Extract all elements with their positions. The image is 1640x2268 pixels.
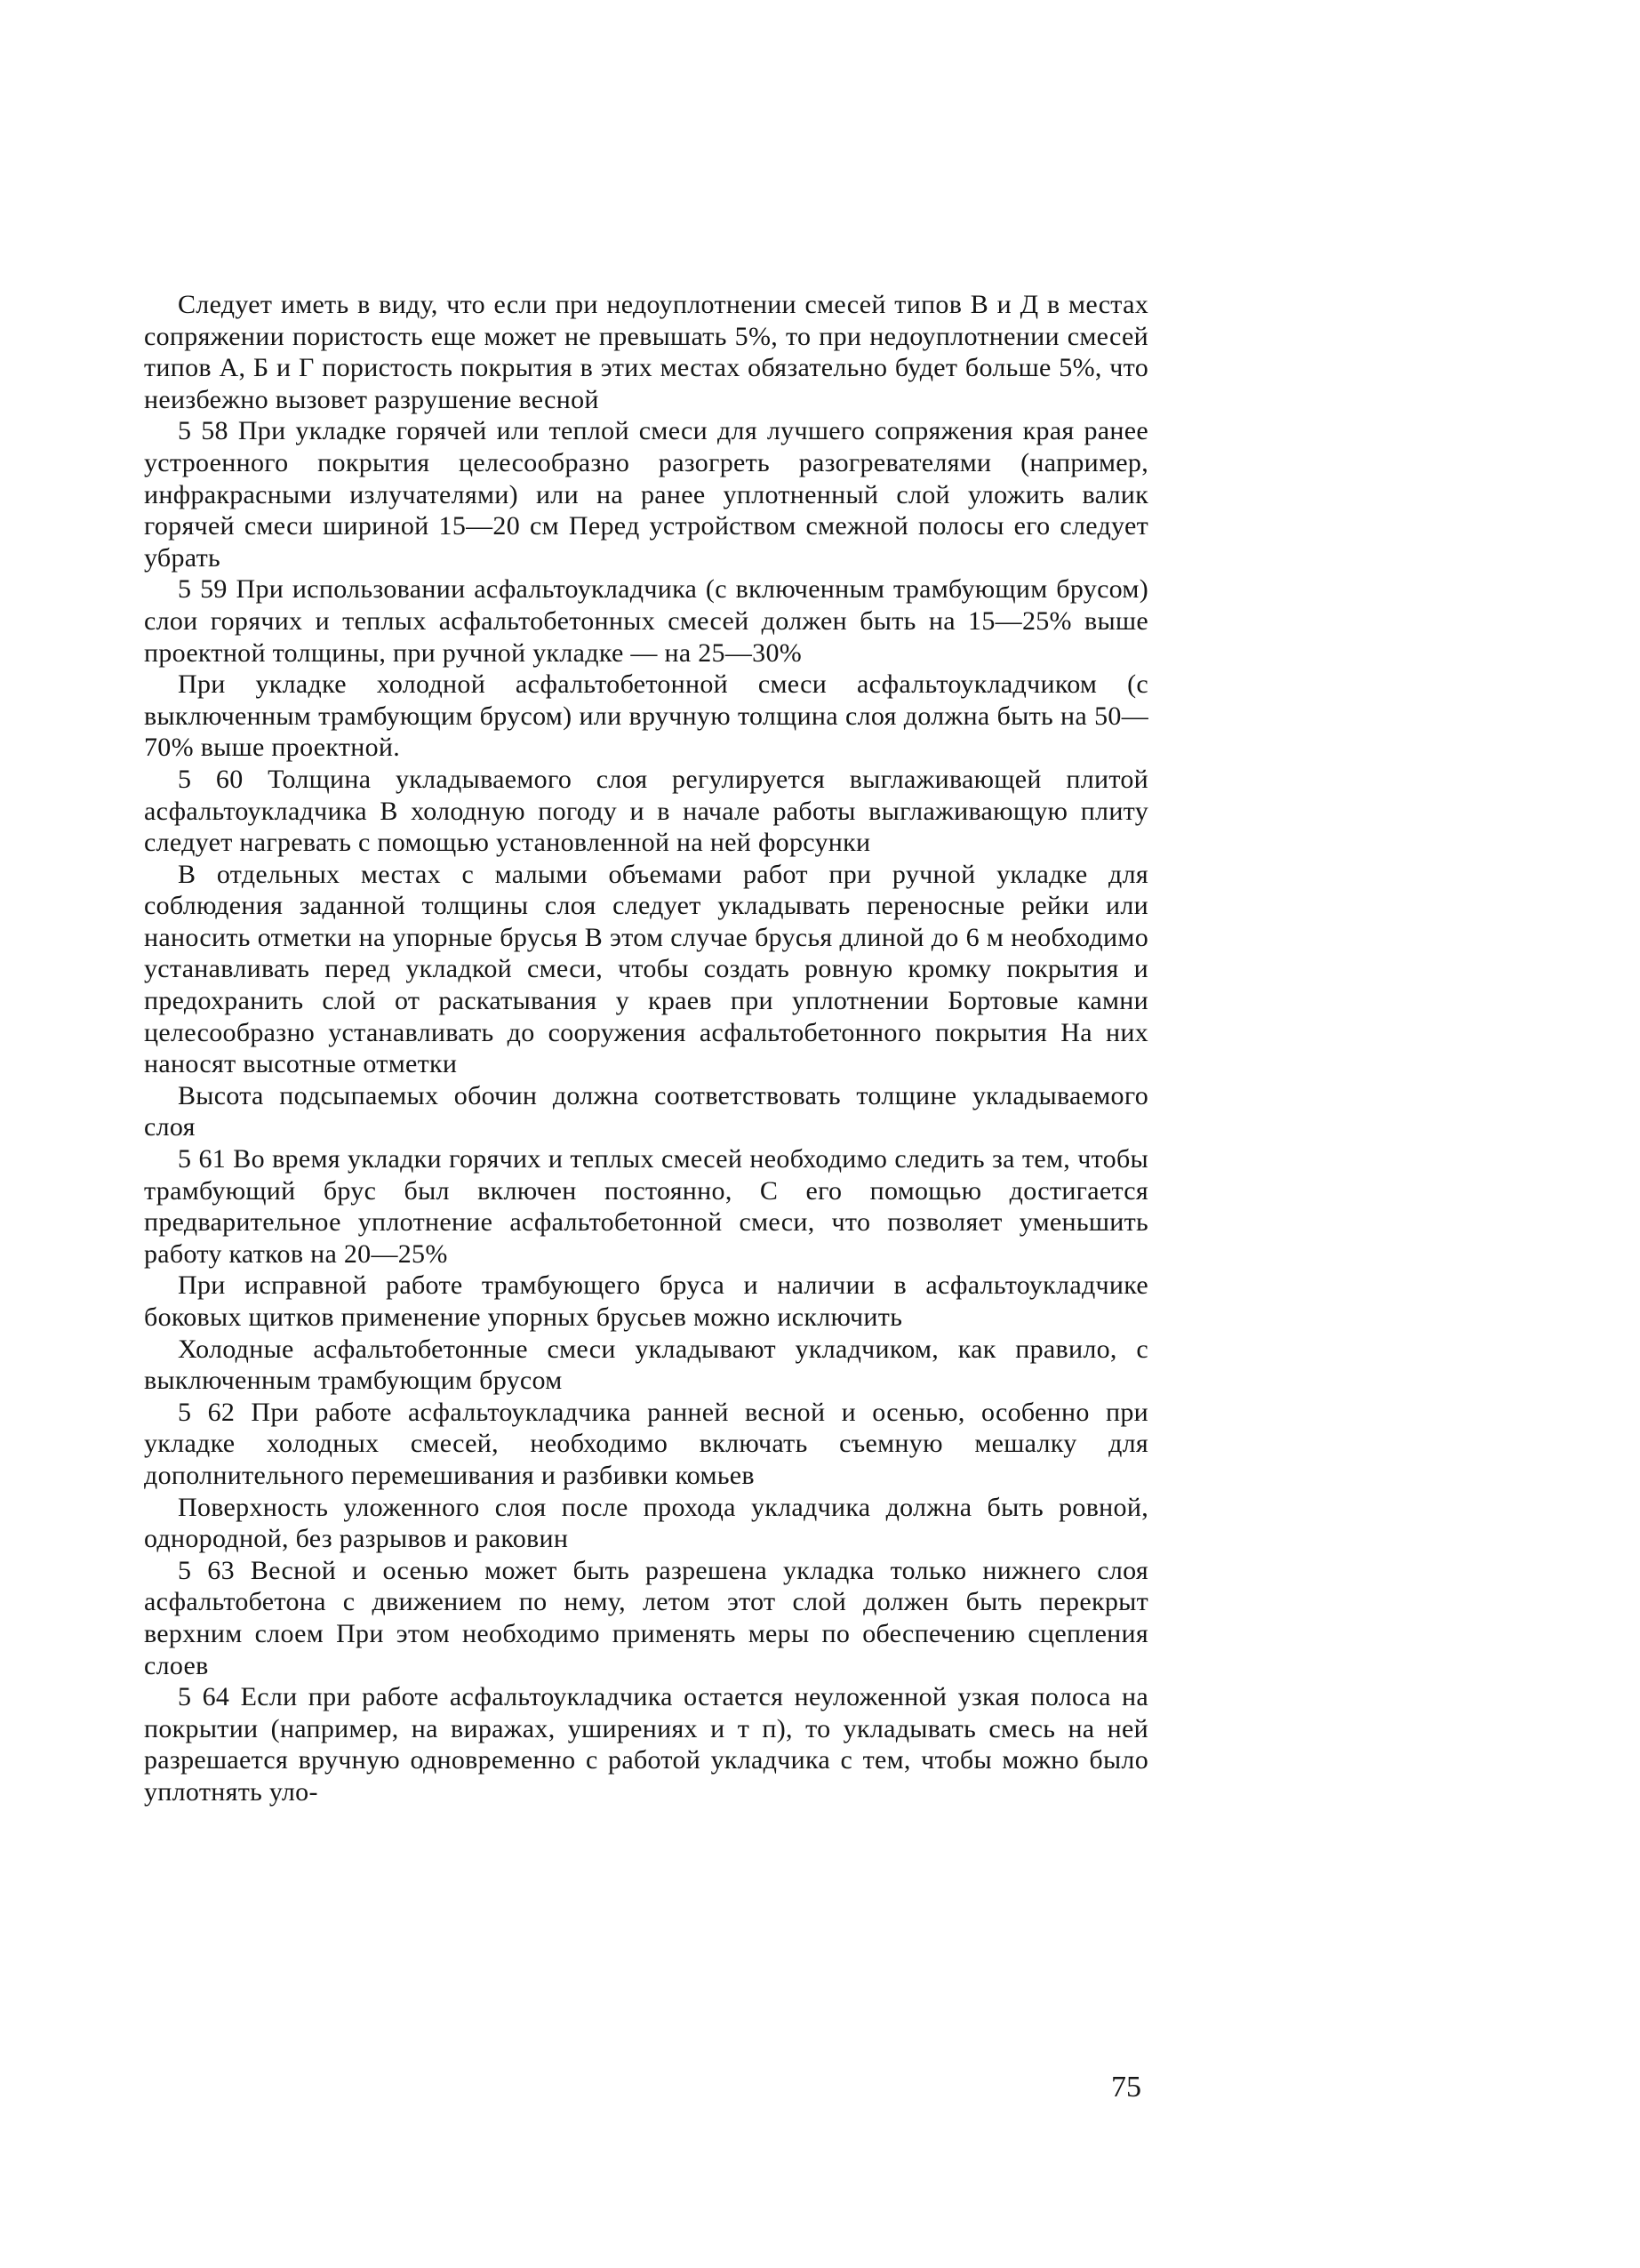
- body-text: [144, 289, 1148, 1808]
- paragraph: 5 59 При использовании асфальтоукладчика (с включенным трамбующим брусом) слои горячих и теплых асфальтобетонных смесей должен быть на 15—25% выше проектной толщины, при ручной укладке — на 25—30%: [144, 574, 1148, 668]
- paragraph: При исправной работе трамбующего бруса и наличии в асфальтоукладчике боковых щитков применение упорных брусьев можно исключить: [144, 1270, 1148, 1332]
- paragraph: Высота подсыпаемых обочин должна соответствовать толщине укладываемого слоя: [144, 1080, 1148, 1142]
- paragraph: Поверхность уложенного слоя после прохода укладчика должна быть ровной, однородной, без разрывов и раковин: [144, 1492, 1148, 1554]
- paragraph: При укладке холодной асфальтобетонной смеси асфальтоукладчиком (с выключенным трамбующим брусом) или вручную толщина слоя должна быть на 50—70% выше проектной.: [144, 669, 1148, 763]
- paragraph: 5 61 Во время укладки горячих и теплых смесей необходимо следить за тем, чтобы трамбующий брус был включен постоянно, С его помощью достигается предварительное уплотнение асфальтобетонной смеси, что позволяет уменьшить работу катков на 20—25%: [144, 1144, 1148, 1269]
- paragraph: 5 58 При укладке горячей или теплой смеси для лучшего сопряжения края ранее устроенного покрытия целесообразно разогреть разогревателями (например, инфракрасными излучателями) или на ранее уплотненный слой уложить валик горячей смеси шириной 15—20 см Перед устройством смежной полосы его следует убрать: [144, 416, 1148, 573]
- page-number: 75: [1111, 2071, 1141, 2104]
- paragraph: В отдельных местах с малыми объемами работ при ручной укладке для соблюдения заданной толщины слоя следует укладывать переносные рейки или наносить отметки на упорные брусья В этом случае брусья длиной до 6 м необходимо устанавливать перед укладкой смеси, чтобы создать ровную кромку покрытия и предохранить слой от раскатывания у краев при уплотнении Бортовые камни целесообразно устанавливать до сооружения асфальтобетонного покрытия На них наносят высотные отметки: [144, 859, 1148, 1079]
- paragraph: Холодные асфальтобетонные смеси укладывают укладчиком, как правило, с выключенным трамбующим брусом: [144, 1334, 1148, 1396]
- paragraph: 5 63 Весной и осенью может быть разрешена укладка только нижнего слоя асфальтобетона с движением по нему, летом этот слой должен быть перекрыт верхним слоем При этом необходимо применять меры по обеспечению сцепления слоев: [144, 1555, 1148, 1680]
- paragraph: 5 60 Толщина укладываемого слоя регулируется выглаживающей плитой асфальтоукладчика В холодную погоду и в начале работы выглаживающую плиту следует нагревать с помощью установленной на ней форсунки: [144, 764, 1148, 858]
- paragraph: 5 64 Если при работе асфальтоукладчика остается неуложенной узкая полоса на покрытии (например, на виражах, уширениях и т п), то укладывать смесь на ней разрешается вручную одновременно с работой укладчика с тем, чтобы можно было уплотнять уло-: [144, 1682, 1148, 1807]
- paragraph: 5 62 При работе асфальтоукладчика ранней весной и осенью, особенно при укладке холодных смесей, необходимо включать съемную мешалку для дополнительного перемешивания и разбивки комьев: [144, 1397, 1148, 1490]
- paragraph: Следует иметь в виду, что если при недоуплотнении смесей типов В и Д в местах сопряжении пористость еще может не превышать 5%, то при недоуплотнении смесей типов А, Б и Г пористость покрытия в этих местах обязательно будет больше 5%, что неизбежно вызовет разрушение весной: [144, 290, 1148, 414]
